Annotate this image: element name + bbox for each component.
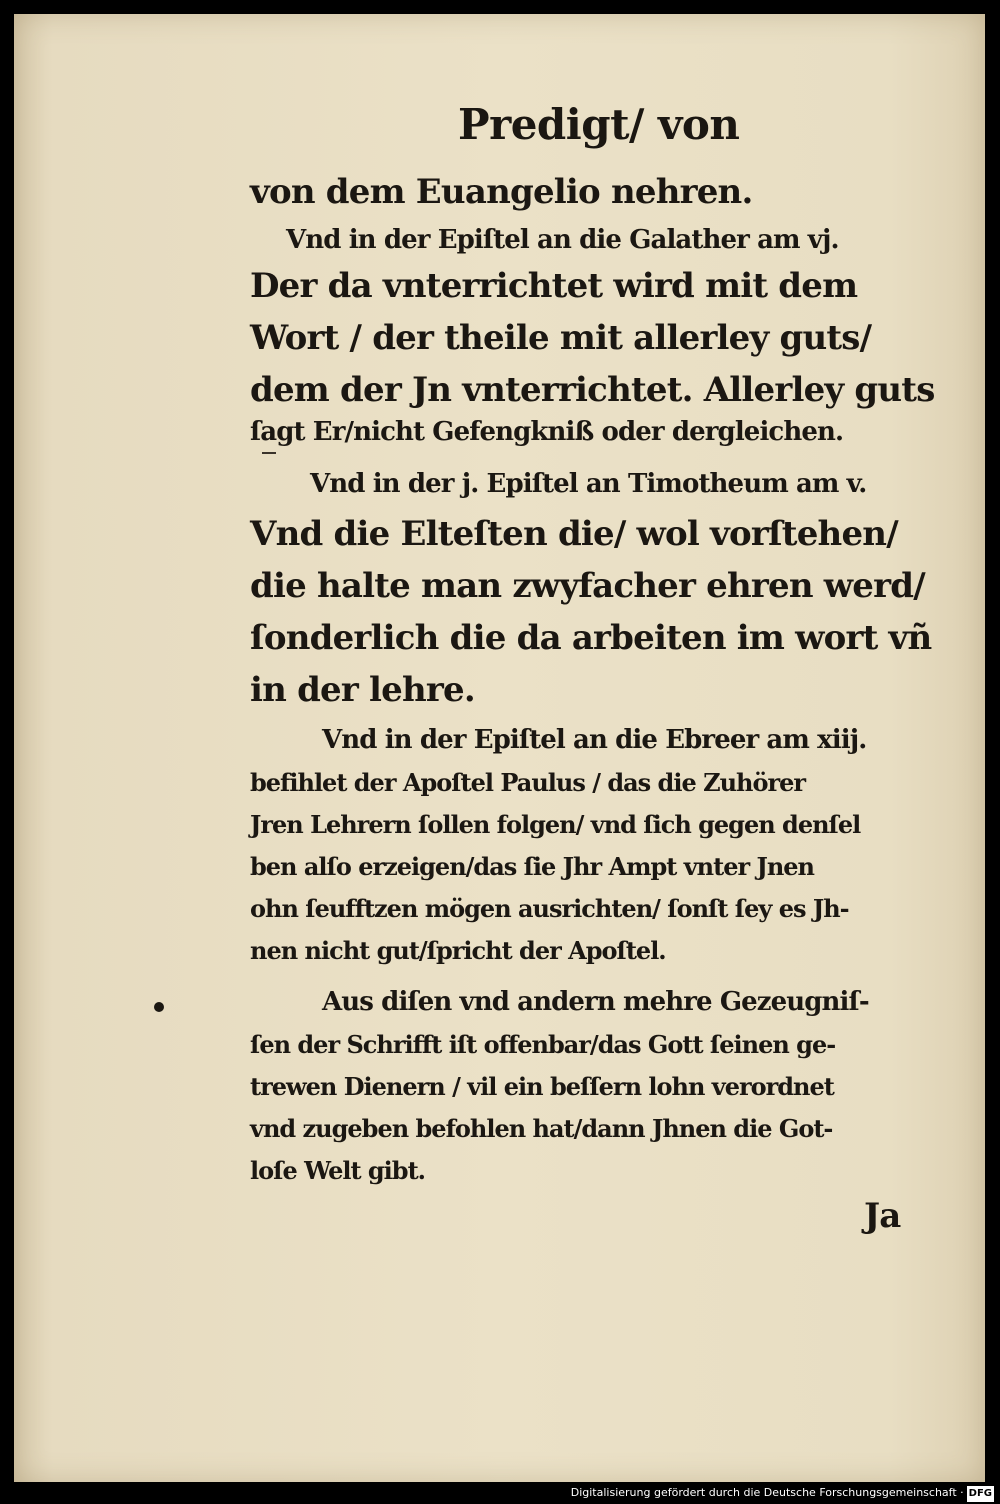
text-line: Vnd die Elteſten die/ wol vorſtehen/: [250, 514, 898, 554]
text-line: Vnd in der Epiſtel an die Galather am vj.: [286, 225, 839, 255]
ink-dot: [154, 1002, 164, 1012]
running-head: Predigt/ von: [458, 100, 740, 149]
text-line: Der da vnterrichtet wird mit dem: [250, 266, 858, 306]
text-line: nen nicht gut/ſpricht der Apoſtel.: [250, 936, 666, 965]
text-line: dem der Jn vnterrichtet. Allerley guts: [250, 370, 935, 410]
text-line: loſe Welt gibt.: [250, 1156, 426, 1185]
text-line: Vnd in der Epiſtel an die Ebreer am xiij.: [322, 725, 867, 755]
credit-text: Digitalisierung gefördert durch die Deutsche Forschungsgemeinschaft ·: [570, 1486, 964, 1499]
catchword: Ja: [864, 1196, 901, 1236]
stray-mark: [262, 452, 276, 454]
text-line: ſen der Schrifft iſt offenbar/das Gott ſeinen ge-: [250, 1030, 836, 1059]
text-line: Vnd in der j. Epiſtel an Timotheum am v.: [310, 469, 867, 499]
text-line: vnd zugeben befohlen hat/dann Jhnen die Got-: [250, 1114, 833, 1143]
book-page: [14, 14, 985, 1482]
text-line: Aus diſen vnd andern mehre Gezeugniſ-: [322, 987, 869, 1017]
text-line: von dem Euangelio nehren.: [250, 172, 753, 212]
text-line: ſagt Er/nicht Gefengkniß oder dergleichen.: [250, 417, 844, 447]
text-line: trewen Dienern / vil ein beſſern lohn verordnet: [250, 1072, 834, 1101]
dfg-logo: DFG: [967, 1486, 994, 1502]
digitization-credit: [571, 1485, 994, 1502]
text-line: ben alſo erzeigen/das ſie Jhr Ampt vnter Jnen: [250, 852, 814, 881]
text-line: in der lehre.: [250, 670, 475, 710]
text-line: Jren Lehrern ſollen folgen/ vnd ſich gegen denſel: [250, 810, 861, 839]
text-line: ſonderlich die da arbeiten im wort vñ: [250, 618, 932, 658]
text-line: ohn ſeufftzen mögen ausrichten/ ſonſt ſey es Jh-: [250, 894, 849, 923]
text-line: die halte man zwyfacher ehren werd/: [250, 566, 925, 606]
text-line: Wort / der theile mit allerley guts/: [250, 318, 872, 358]
text-line: befihlet der Apoſtel Paulus / das die Zuhörer: [250, 768, 806, 797]
